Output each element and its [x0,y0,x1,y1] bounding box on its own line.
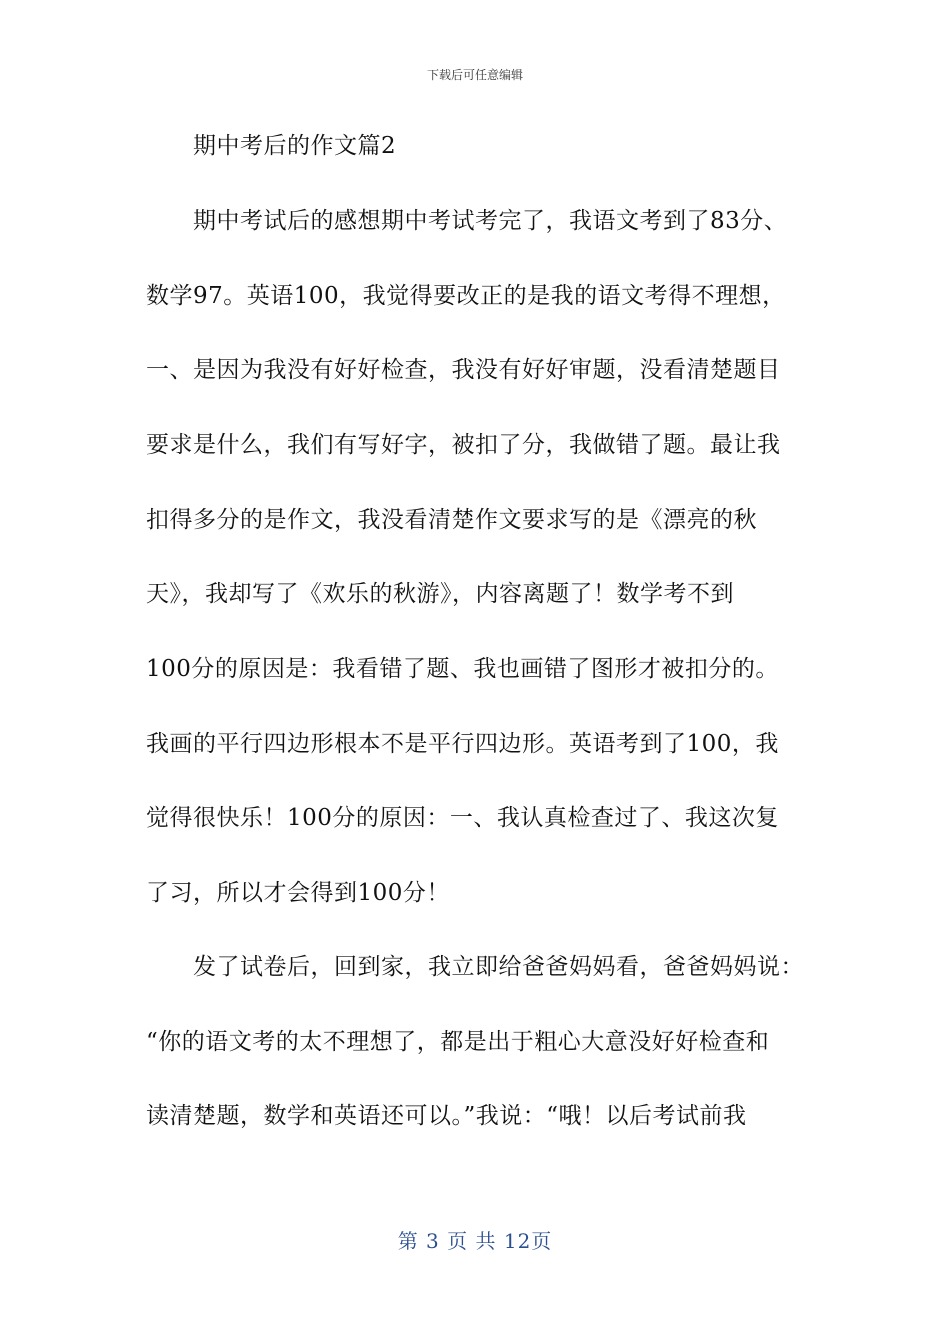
paragraph-line: 100分的原因是：我看错了题、我也画错了图形才被扣分的。 [146,656,779,682]
paragraph-line: 了习，所以才会得到100分！ [146,880,450,906]
paragraph-line: “你的语文考的太不理想了，都是出于粗心大意没好好检查和 [146,1029,770,1055]
paragraph-line: 期中考试后的感想期中考试考完了，我语文考到了83分、 [193,208,788,234]
document-title: 期中考后的作文篇2 [193,133,397,159]
paragraph-line: 数学97。英语100，我觉得要改正的是我的语文考得不理想， [146,283,786,309]
paragraph-line: 发了试卷后，回到家，我立即给爸爸妈妈看，爸爸妈妈说： [193,954,804,980]
paragraph-line: 一、是因为我没有好好检查，我没有好好审题，没看清楚题目 [146,357,781,383]
paragraph-line: 觉得很快乐！100分的原因：一、我认真检查过了、我这次复 [146,805,779,831]
paragraph-line: 扣得多分的是作文，我没看清楚作文要求写的是《漂亮的秋 [146,507,757,533]
paragraph-line: 天》，我却写了《欢乐的秋游》，内容离题了！数学考不到 [146,581,734,607]
paragraph-line: 读清楚题，数学和英语还可以。”我说：“哦！以后考试前我 [146,1103,747,1129]
paragraph-line: 我画的平行四边形根本不是平行四边形。英语考到了100，我 [146,731,779,757]
paragraph-line: 要求是什么，我们有写好字，被扣了分，我做错了题。最让我 [146,432,781,458]
download-note: 下载后可任意编辑 [426,68,523,82]
page-number: 第 3 页 共 12页 [397,1229,553,1253]
